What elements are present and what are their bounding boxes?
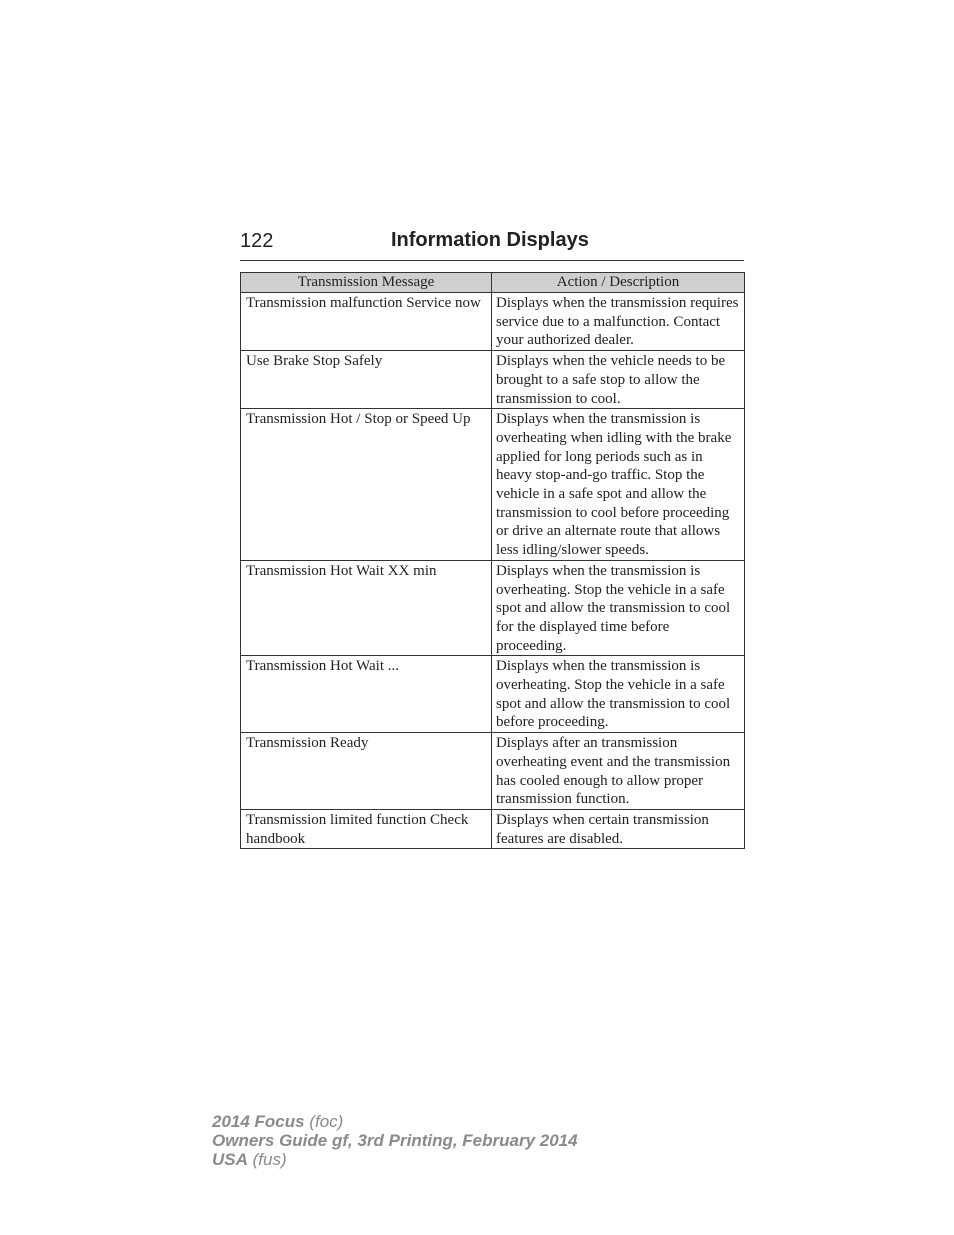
column-header-description: Action / Description	[492, 273, 745, 293]
footer-market: USA	[212, 1150, 248, 1169]
table-row	[241, 560, 745, 656]
table-row	[241, 409, 745, 561]
table-row	[241, 733, 745, 810]
message-cell: Transmission Hot / Stop or Speed Up	[241, 409, 492, 561]
footer-market-code: (fus)	[252, 1150, 287, 1169]
footer-model-code: (foc)	[309, 1112, 344, 1131]
page-number: 122	[240, 230, 274, 252]
page-footer	[212, 1112, 578, 1169]
description-cell: Displays when the transmission is overheating. Stop the vehicle in a safe spot and allow the transmission to cool for the displayed time before proceeding.	[492, 560, 745, 656]
table-header-row	[241, 273, 745, 293]
footer-model: 2014 Focus	[212, 1112, 305, 1131]
description-cell: Displays after an transmission overheating event and the transmission has cooled enough to allow proper transmission function.	[492, 733, 745, 810]
table-row	[241, 293, 745, 351]
page-header	[240, 228, 744, 261]
message-cell: Transmission Hot Wait XX min	[241, 560, 492, 656]
message-cell: Transmission malfunction Service now	[241, 293, 492, 351]
footer-printing: Owners Guide gf, 3rd Printing, February 2014	[212, 1131, 578, 1150]
table-row	[241, 351, 745, 409]
description-cell: Displays when the vehicle needs to be brought to a safe stop to allow the transmission to cool.	[492, 351, 745, 409]
transmission-messages-table	[240, 272, 745, 849]
section-title: Information Displays	[391, 229, 589, 251]
column-header-message: Transmission Message	[241, 273, 492, 293]
table-row	[241, 809, 745, 848]
footer-line-market	[212, 1150, 578, 1169]
table-row	[241, 656, 745, 733]
description-cell: Displays when the transmission requires service due to a malfunction. Contact your authorized dealer.	[492, 293, 745, 351]
message-cell: Transmission limited function Check handbook	[241, 809, 492, 848]
footer-line-model	[212, 1112, 578, 1131]
description-cell: Displays when certain transmission features are disabled.	[492, 809, 745, 848]
message-cell: Use Brake Stop Safely	[241, 351, 492, 409]
description-cell: Displays when the transmission is overheating when idling with the brake applied for long periods such as in heavy stop-and-go traffic. Stop the vehicle in a safe spot and allow the transmission to cool before proceeding or drive an alternate route that allows less idling/slower speeds.	[492, 409, 745, 561]
description-cell: Displays when the transmission is overheating. Stop the vehicle in a safe spot and allow the transmission to cool before proceeding.	[492, 656, 745, 733]
message-cell: Transmission Hot Wait ...	[241, 656, 492, 733]
footer-line-printing	[212, 1131, 578, 1150]
message-cell: Transmission Ready	[241, 733, 492, 810]
